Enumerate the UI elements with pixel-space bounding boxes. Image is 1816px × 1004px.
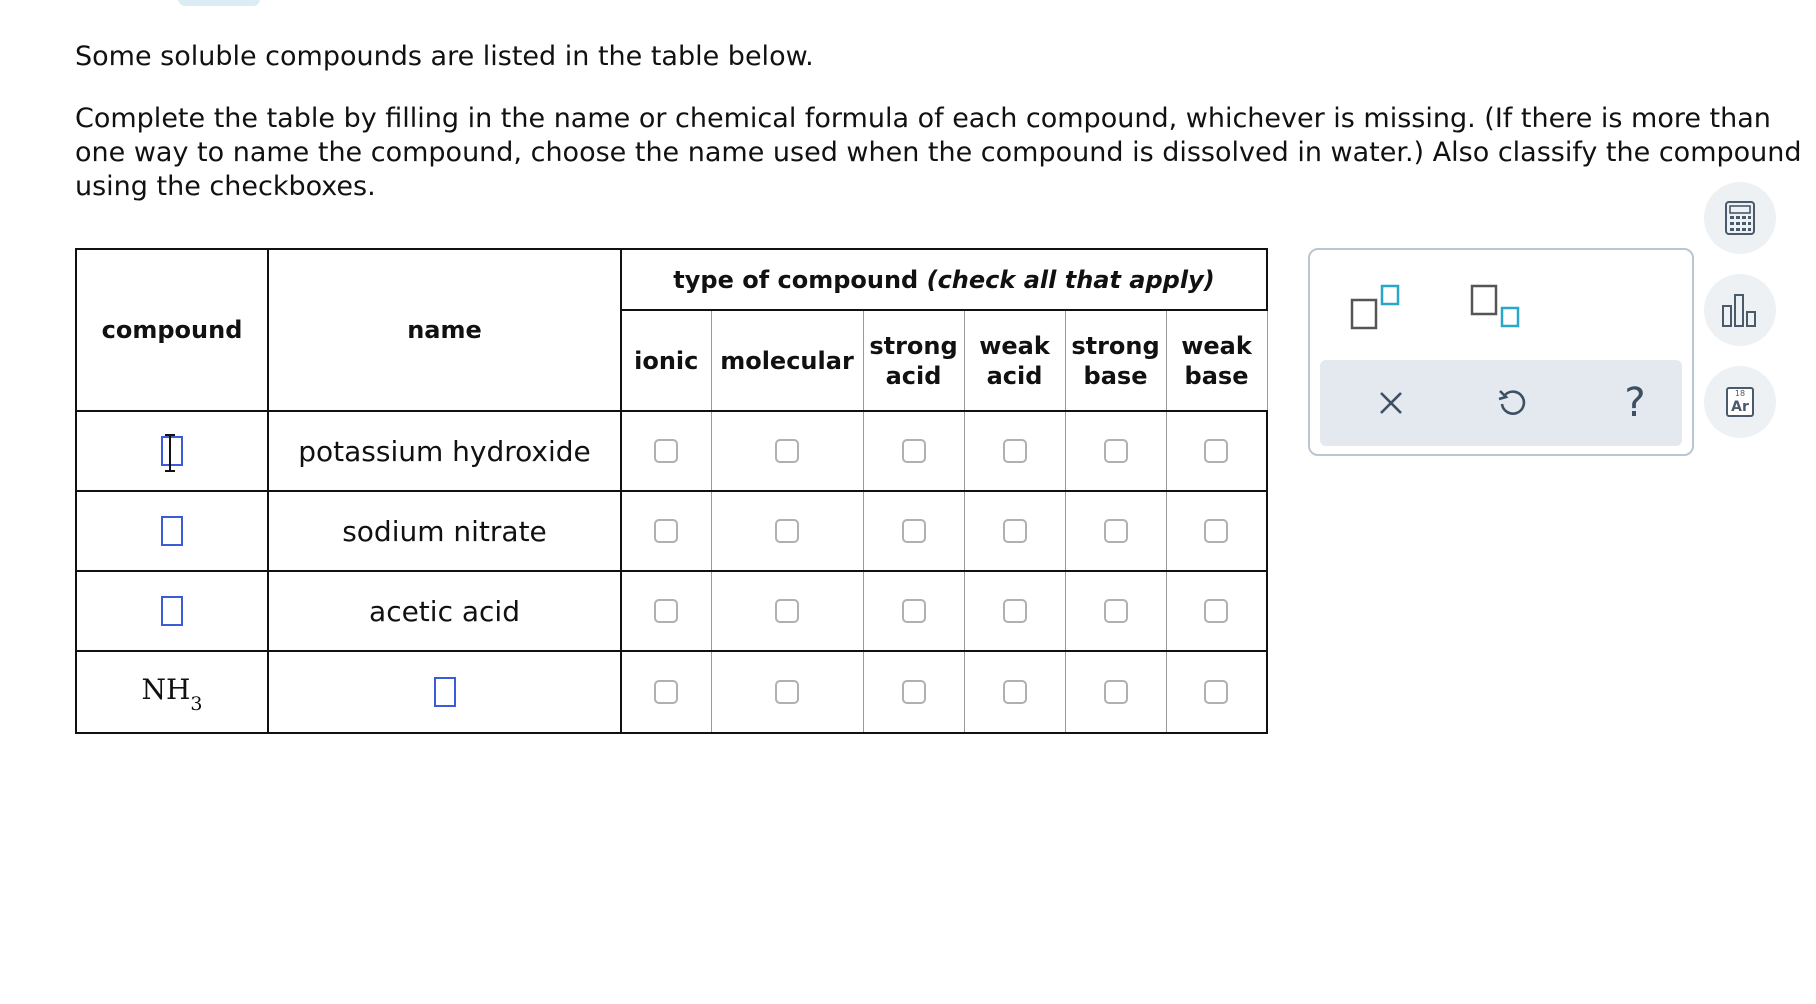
type-header-weak-base: weak base: [1166, 310, 1267, 411]
checkbox-weak-acid[interactable]: [1003, 680, 1027, 704]
compound-name: sodium nitrate: [342, 514, 547, 548]
table-row: [76, 411, 1267, 491]
checkbox-strong-acid[interactable]: [902, 599, 926, 623]
table-row: [76, 651, 1267, 733]
bar-chart-icon[interactable]: [1704, 274, 1776, 346]
checkbox-molecular[interactable]: [775, 599, 799, 623]
name-cell: [268, 651, 621, 733]
formula-cell: [76, 491, 268, 571]
answer-tools-panel: [1308, 248, 1694, 456]
checkbox-strong-base[interactable]: [1104, 599, 1128, 623]
checkbox-molecular[interactable]: [775, 439, 799, 463]
header-type-note: (check all that apply): [926, 265, 1215, 294]
compound-name: acetic acid: [369, 594, 520, 628]
compound-table: [75, 248, 1268, 734]
subscript-template-icon[interactable]: [1468, 282, 1528, 332]
name-cell: [268, 571, 621, 651]
table-row: [76, 491, 1267, 571]
type-header-weak-acid: weak acid: [964, 310, 1065, 411]
checkbox-ionic[interactable]: [654, 439, 678, 463]
instructions-text: Complete the table by filling in the name or chemical formula of each compound, whichever is missing. (If there is more than one way to name the compound, choose the name used when the compound is dissolved in water.) Also classify the compound using the checkboxes.: [75, 103, 1802, 202]
formula-cell: [76, 571, 268, 651]
checkbox-weak-base[interactable]: [1204, 680, 1228, 704]
header-name: name: [268, 249, 621, 411]
checkbox-molecular[interactable]: [775, 519, 799, 543]
checkbox-ionic[interactable]: [654, 519, 678, 543]
checkbox-weak-base[interactable]: [1204, 439, 1228, 463]
intro-text: Some soluble compounds are listed in the table below.: [75, 41, 814, 72]
checkbox-ionic[interactable]: [654, 599, 678, 623]
formula-input[interactable]: [161, 516, 183, 546]
type-header-strong-acid: strong acid: [863, 310, 964, 411]
checkbox-weak-base[interactable]: [1204, 519, 1228, 543]
type-header-ionic: ionic: [621, 310, 711, 411]
checkbox-strong-base[interactable]: [1104, 680, 1128, 704]
header-compound: compound: [76, 249, 268, 411]
calculator-icon[interactable]: [1704, 182, 1776, 254]
header-type: [621, 249, 1267, 310]
formula-cell: [76, 651, 268, 733]
name-cell: [268, 411, 621, 491]
close-icon[interactable]: [1366, 378, 1416, 428]
help-icon[interactable]: ?: [1624, 380, 1646, 426]
checkbox-weak-acid[interactable]: [1003, 599, 1027, 623]
undo-icon[interactable]: [1488, 378, 1538, 428]
compound-name: potassium hydroxide: [298, 434, 591, 468]
checkbox-weak-acid[interactable]: [1003, 519, 1027, 543]
formula-input[interactable]: [161, 436, 183, 466]
periodic-table-icon[interactable]: 18 Ar: [1704, 366, 1776, 438]
checkbox-ionic[interactable]: [654, 680, 678, 704]
checkbox-molecular[interactable]: [775, 680, 799, 704]
checkbox-strong-acid[interactable]: [902, 439, 926, 463]
formula-cell: [76, 411, 268, 491]
checkbox-strong-base[interactable]: [1104, 439, 1128, 463]
type-header-molecular: molecular: [711, 310, 863, 411]
type-header-strong-base: strong base: [1065, 310, 1166, 411]
name-input[interactable]: [434, 677, 456, 707]
checkbox-strong-base[interactable]: [1104, 519, 1128, 543]
header-type-main: type of compound: [673, 265, 919, 294]
checkbox-strong-acid[interactable]: [902, 680, 926, 704]
checkbox-weak-base[interactable]: [1204, 599, 1228, 623]
checkbox-strong-acid[interactable]: [902, 519, 926, 543]
compound-formula: $NH_3$: [141, 673, 203, 715]
formula-input[interactable]: [161, 596, 183, 626]
top-tab-indicator: [178, 0, 260, 6]
name-cell: [268, 491, 621, 571]
checkbox-weak-acid[interactable]: [1003, 439, 1027, 463]
superscript-template-icon[interactable]: [1348, 282, 1408, 332]
tools-bar: [1320, 360, 1682, 446]
table-row: [76, 571, 1267, 651]
